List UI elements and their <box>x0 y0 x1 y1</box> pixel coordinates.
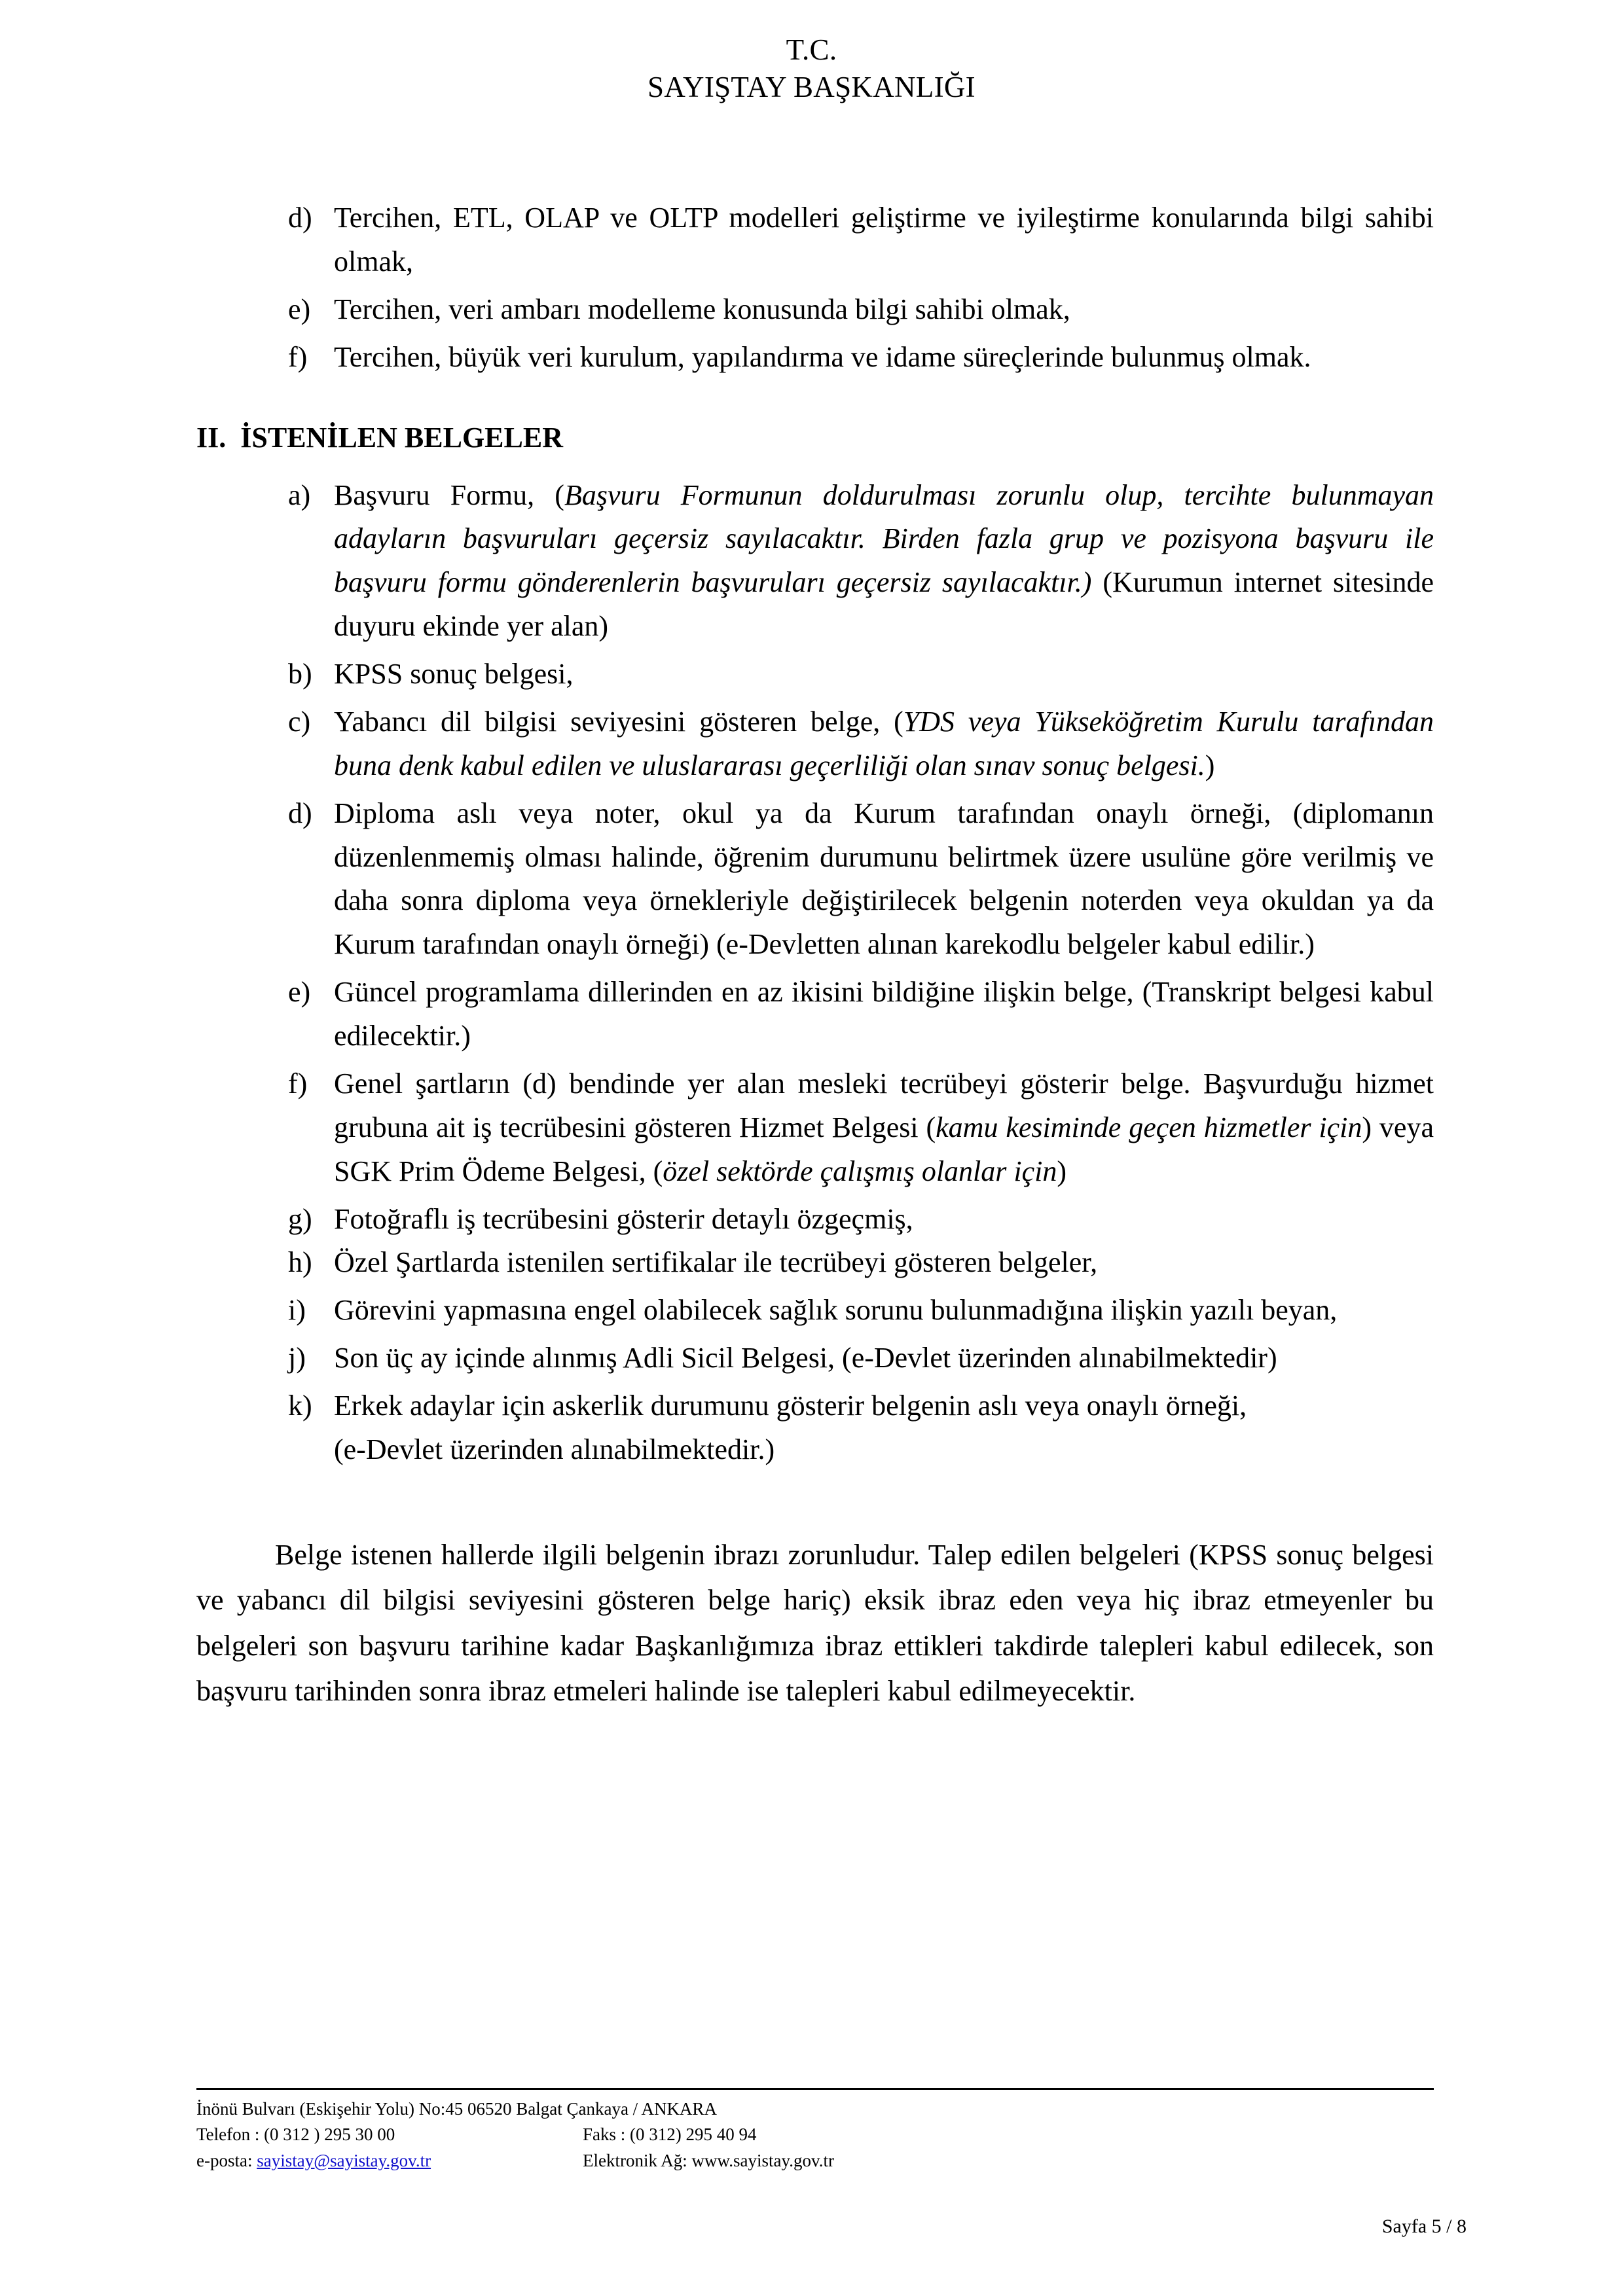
list-item <box>196 792 1434 967</box>
closing-paragraph: Belge istenen hallerde ilgili belgenin ibrazı zorunludur. Talep edilen belgeleri (KPSS sonuç belgesi ve yabancı dil bilgisi seviyesini gösteren belge hariç) eksik ibraz eden veya hiç ibraz etmeyenler bu belgeleri son başvuru tarihine kadar Başkanlığımıza ibraz ettikleri takdirde talepleri kabul edilecek, son başvuru tarihinden sonra ibraz etmeleri halinde ise talepleri kabul edilmeyecektir. <box>196 1538 1434 1708</box>
text-run: Genel şartların (d) bendinde yer alan mesleki tecrübeyi gösterir belge. Başvurduğu hizmet grubuna ait iş tecrübesini gösteren Hizmet Belgesi ( <box>334 1067 1434 1143</box>
list-item-text: Özel Şartlarda istenilen sertifikalar ile tecrübeyi gösteren belgeler, <box>334 1246 1098 1279</box>
list-item <box>196 971 1434 1058</box>
footer-web: Elektronik Ağ: www.sayistay.gov.tr <box>583 2150 834 2170</box>
list-item-text <box>334 474 1434 649</box>
header-line-tc: T.C. <box>786 33 837 66</box>
text-run: (Kurumun internet sitesinde duyuru ekinde yer alan) <box>334 566 1434 643</box>
list-item-text <box>334 700 1434 788</box>
list-item-text: Tercihen, ETL, OLAP ve OLTP modelleri geliştirme ve iyileştirme konularında bilgi sahibi olmak, <box>334 202 1434 278</box>
list-item <box>196 288 1434 332</box>
text-run: ) <box>1205 749 1215 781</box>
list-item-text: Diploma aslı veya noter, okul ya da Kurum tarafından onaylı örneği, (diplomanın düzenlenmemiş olması halinde, öğrenim durumunu belirtmek üzere usulüne göre verilmiş ve daha sonra diploma veya örnekleriyle değiştirilecek belgenin noterden veya okuldan ya da Kurum tarafından onaylı örneği) (e-Devletten alınan karekodlu belgeler kabul edilir.) <box>334 797 1434 961</box>
document-body <box>196 196 1434 1743</box>
list-item-text: Tercihen, büyük veri kurulum, yapılandırma ve idame süreçlerinde bulunmuş olmak. <box>334 340 1311 373</box>
list-item <box>196 1198 1434 1242</box>
list-item <box>196 196 1434 284</box>
list-marker: j) <box>288 1342 306 1374</box>
footer-divider <box>196 2088 1434 2090</box>
list-item-text: KPSS sonuç belgesi, <box>334 658 574 690</box>
section-title: İSTENİLEN BELGELER <box>240 421 563 454</box>
list-marker: k) <box>288 1390 312 1422</box>
list-item-text: Güncel programlama dillerinden en az ikisini bildiğine ilişkin belge, (Transkript belgesi kabul edilecektir.) <box>334 976 1434 1052</box>
footer-email <box>196 2148 583 2174</box>
list-item-text: Görevini yapmasına engel olabilecek sağlık sorunu bulunmadığına ilişkin yazılı beyan, <box>334 1294 1338 1327</box>
list-marker: d) <box>288 797 312 829</box>
list-marker: i) <box>288 1294 306 1327</box>
text-run: ) veya SGK Prim Ödeme Belgesi, ( <box>334 1111 1434 1187</box>
list-marker: h) <box>288 1246 312 1279</box>
footer-phone-row <box>196 2122 1434 2147</box>
list-item-text: Erkek adaylar için askerlik durumunu gösterir belgenin aslı veya onaylı örneği, <box>334 1390 1247 1422</box>
list-marker: d) <box>288 202 312 234</box>
list-item-text: Tercihen, veri ambarı modelleme konusunda bilgi sahibi olmak, <box>334 293 1070 325</box>
list-item <box>196 1384 1434 1472</box>
text-run: ) <box>1057 1155 1067 1187</box>
text-run: Başvuru Formu, ( <box>334 478 564 511</box>
text-run: Yabancı dil bilgisi seviyesini gösteren belge, ( <box>334 705 903 738</box>
list-marker: f) <box>288 1067 308 1100</box>
list-marker: b) <box>288 658 312 690</box>
document-header <box>0 31 1623 105</box>
email-link[interactable]: sayistay@sayistay.gov.tr <box>257 2150 431 2170</box>
list-marker: a) <box>288 478 311 511</box>
list-item <box>196 653 1434 696</box>
header-line-institution: SAYIŞTAY BAŞKANLIĞI <box>647 70 976 103</box>
text-run-italic: özel sektörde çalışmış olanlar için <box>663 1155 1057 1187</box>
list-item-text: Son üç ay içinde alınmış Adli Sicil Belgesi, (e-Devlet üzerinden alınabilmektedir) <box>334 1342 1277 1374</box>
list-item <box>196 1336 1434 1380</box>
text-run-italic: YDS veya Yükseköğretim Kurulu tarafından buna denk kabul edilen ve uluslararası geçerliliği olan sınav sonuç belgesi. <box>334 705 1434 781</box>
list-item <box>196 1289 1434 1333</box>
footer-phone: Telefon : (0 312 ) 295 30 00 <box>196 2125 395 2145</box>
list-item <box>196 700 1434 788</box>
list-marker: e) <box>288 293 311 325</box>
list-item-text: Fotoğraflı iş tecrübesini gösterir detaylı özgeçmiş, <box>334 1202 913 1235</box>
footer-address: İnönü Bulvarı (Eskişehir Yolu) No:45 06520 Balgat Çankaya / ANKARA <box>196 2099 717 2119</box>
footer-email-row <box>196 2148 1434 2174</box>
text-run-italic: Başvuru Formunun doldurulması zorunlu olup, tercihte bulunmayan adayların başvuruları geçersiz sayılacaktır. Birden fazla grup ve pozisyona başvuru ile başvuru formu gönderenlerin başvuruları geçersiz sayılacaktır.) <box>334 478 1434 599</box>
list-item-text <box>334 1062 1434 1194</box>
list-item-continuation: (e-Devlet üzerinden alınabilmektedir.) <box>334 1433 775 1465</box>
section-number: II. <box>196 421 227 454</box>
page-number: Sayfa 5 / 8 <box>1381 2215 1467 2237</box>
list-item <box>196 1241 1434 1285</box>
required-documents-list <box>196 474 1434 1472</box>
text-run-italic: kamu kesiminde geçen hizmetler için <box>936 1111 1362 1143</box>
list-marker: e) <box>288 976 311 1009</box>
list-marker: f) <box>288 340 308 373</box>
footer-fax: Faks : (0 312) 295 40 94 <box>583 2125 757 2145</box>
list-marker: g) <box>288 1202 312 1235</box>
section-heading <box>196 416 1434 459</box>
footer-email-label: e-posta: <box>196 2150 253 2170</box>
list-item <box>196 474 1434 649</box>
list-marker: c) <box>288 705 311 738</box>
list-item <box>196 336 1434 380</box>
document-footer <box>196 2088 1434 2174</box>
list-item <box>196 1062 1434 1194</box>
top-requirements-list <box>196 196 1434 380</box>
